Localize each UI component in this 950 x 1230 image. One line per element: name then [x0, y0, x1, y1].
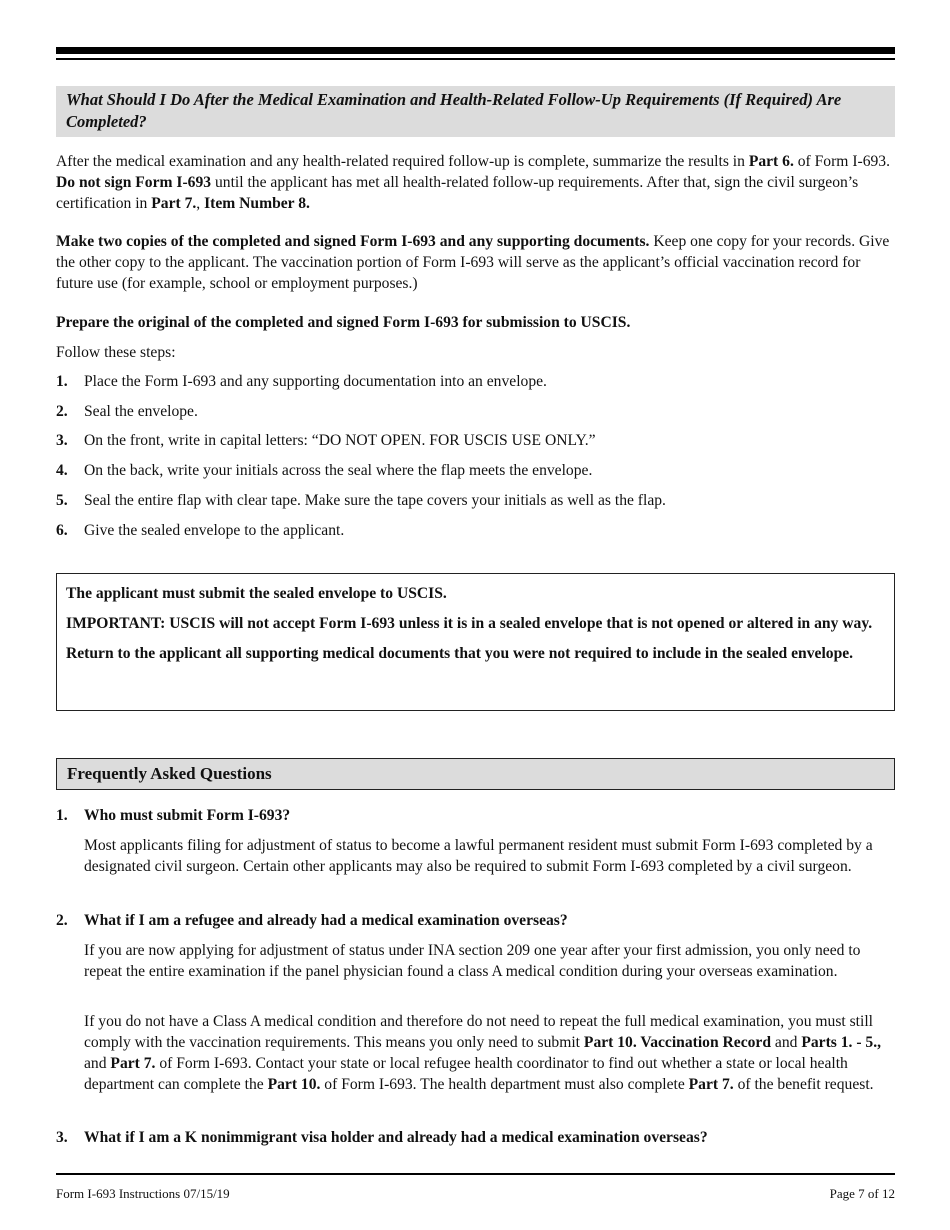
page-number: Page 7 of 12 — [829, 1186, 895, 1201]
section-heading: What Should I Do After the Medical Examination and Health-Related Follow-Up Requirements (If Required) Are Completed? — [56, 86, 895, 137]
faq-heading: Frequently Asked Questions — [56, 758, 895, 790]
faq-answer-2b: If you do not have a Class A medical condition and therefore do not need to repeat the full medical examination, you must still comply with the vaccination requirements. This means you only need to submit Part 10. Vaccination Record and Parts 1. - 5., and Part 7. of Form I-693. Contact your state or local refugee health coordinator to find out whether a state or local health department can complete the Part 10. of Form I-693. The health department must also complete Part 7. of the benefit request. — [84, 1013, 882, 1093]
header-thick-rule — [56, 47, 895, 54]
faq-answer-1: Most applicants filing for adjustment of status to become a lawful permanent resident must submit Form I-693 completed by a designated civil surgeon. Certain other applicants may also be required to submit Form I-693 completed by a civil surgeon. — [84, 837, 873, 875]
steps-intro: Follow these steps: — [56, 344, 176, 361]
footer-form-id: Form I-693 Instructions 07/15/19 — [56, 1186, 230, 1201]
paragraph-prepare: Prepare the original of the completed and signed Form I-693 for submission to USCIS. — [56, 314, 631, 331]
paragraph-copies: Make two copies of the completed and signed Form I-693 and any supporting documents. Keep one copy for your records. Give the other copy to the applicant. The vaccination portion of Form I-693 will serve as the applicant’s official vaccination record for future use (for example, school or employment purposes.) — [56, 233, 890, 292]
paragraph-summary: After the medical examination and any health-related required follow-up is complete, summarize the results in Part 6. of Form I-693. Do not sign Form I-693 until the applicant has met all health-related follow-up requirements. After that, sign the civil surgeon’s certification in Part 7., Item Number 8. — [56, 153, 890, 212]
notice-important: IMPORTANT: USCIS will not accept Form I-693 unless it is in a sealed envelope that is not opened or altered in any way. — [66, 615, 873, 632]
notice-line: The applicant must submit the sealed envelope to USCIS. — [66, 585, 447, 602]
faq-answer-2a: If you are now applying for adjustment of status under INA section 209 one year after your first admission, you only need to repeat the entire examination if the panel physician found a class A medical condition during your overseas examination. — [84, 942, 861, 980]
footer-rule — [56, 1173, 895, 1175]
header-thin-rule — [56, 58, 895, 60]
notice-line: Return to the applicant all supporting medical documents that you were not required to include in the sealed envelope. — [66, 645, 854, 662]
important-notice-box — [56, 573, 895, 711]
